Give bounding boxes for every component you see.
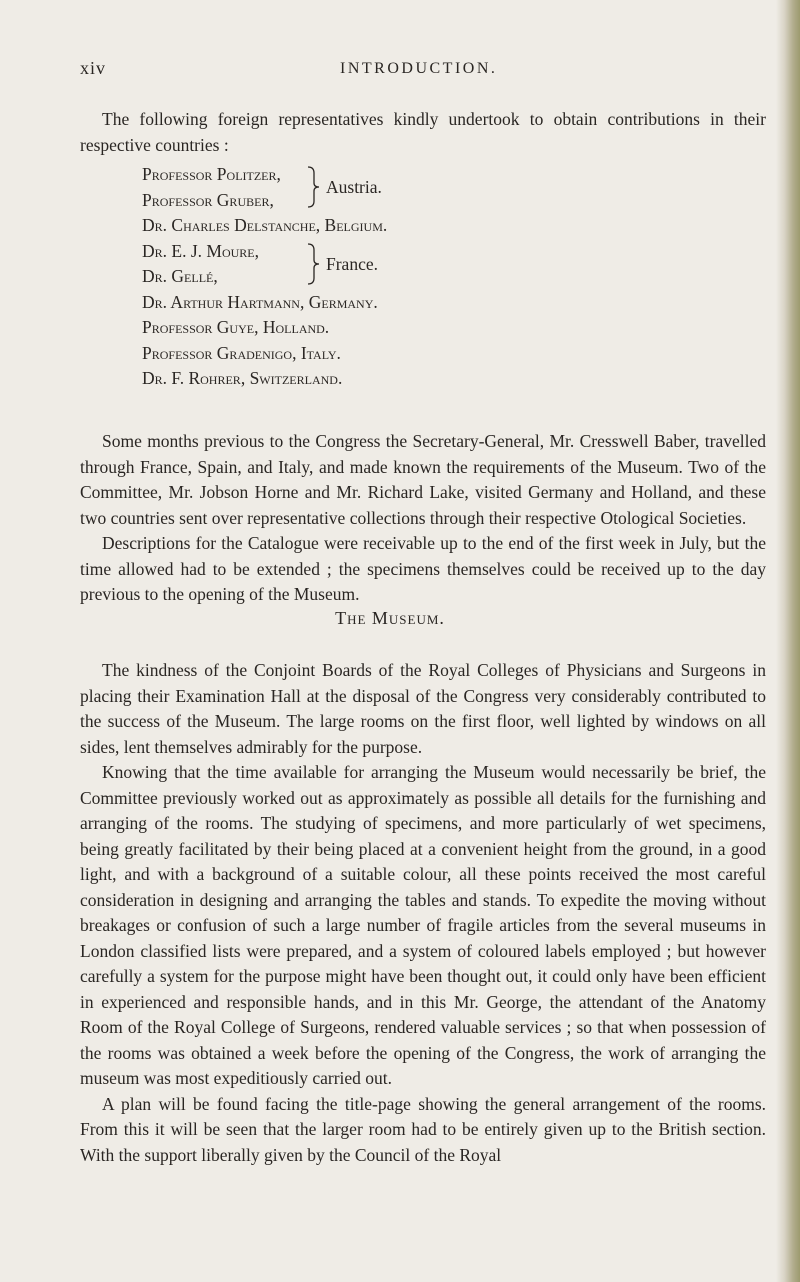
body-after-section [80, 658, 766, 1168]
body-before-section [80, 429, 766, 608]
representative-germany: Dr. Arthur Hartmann, Germany. [142, 291, 378, 312]
page-edge-shadow [776, 0, 800, 1282]
country-label: Austria. [326, 177, 382, 197]
paragraph: Knowing that the time available for arranging the Museum would necessarily be brief, the Committee previously worked out as approximately as possible all details for the furnishing and arranging of the rooms. The studying of specimens, and more particularly of wet specimens, being greatly facilitated by their being placed at a convenient height from the ground, in a good light, and with a background of a suitable colour, all these points received the most careful consideration in designing and arranging the tables and stands. To expedite the moving without breakages or confusion of such a large number of fragile articles from the several museums in London classified lists were prepared, and a system of coloured labels employed ; but however carefully a system for the purpose might have been thought out, it could only have been efficient in experienced and responsible hands, and in this Mr. George, the attendant of the Anatomy Room of the Royal College of Surgeons, rendered valuable services ; so that when possession of the rooms was obtained a week before the opening of the Congress, the work of arranging the museum was most expeditiously carried out. [80, 762, 766, 1088]
representative-belgium: Dr. Charles Delstanche, Belgium. [142, 215, 388, 235]
representative-name: Professor Politzer, [142, 164, 281, 184]
representative-name: Dr. E. J. Moure, [142, 240, 259, 261]
right-brace-icon [306, 242, 320, 286]
paragraph: Descriptions for the Catalogue were receivable up to the end of the first week in July, but the time allowed had to be extended ; the specimens themselves could be received up to the day previous to the opening of the Museum. [80, 533, 766, 604]
representatives-list [142, 162, 742, 392]
right-brace-icon [306, 165, 320, 209]
representative-switzerland: Dr. F. Rohrer, Switzerland. [142, 368, 343, 388]
representative-name: Dr. Gellé, [142, 266, 218, 286]
country-label: France. [326, 253, 378, 274]
paragraph: A plan will be found facing the title-page showing the general arrangement of the rooms. From this it will be seen that the larger room had to be entirely given up to the British section. With the support liberally given by the Council of the Royal [80, 1093, 766, 1165]
austria-group [142, 162, 742, 213]
representative-name: Professor Gruber, [142, 189, 274, 210]
intro-paragraph: The following foreign representatives kindly undertook to obtain contributions in their respective countries : [80, 109, 766, 155]
representative-italy: Professor Gradenigo, Italy. [142, 342, 341, 363]
paragraph: Some months previous to the Congress the Secretary-General, Mr. Cresswell Baber, travelled through France, Spain, and Italy, and made known the requirements of the Museum. Two of the Committee, Mr. Jobson Horne and Mr. Richard Lake, visited Germany and Holland, and these two countries sent over representative collections through their respective Otological Societies. [80, 431, 766, 528]
france-group [142, 239, 742, 290]
section-heading: The Museum. [335, 608, 445, 628]
page-number: xiv [80, 58, 107, 78]
representative-holland: Professor Guye, Holland. [142, 317, 330, 337]
paragraph: The kindness of the Conjoint Boards of the Royal Colleges of Physicians and Surgeons in placing their Examination Hall at the disposal of the Congress very considerably contributed to the success of the Museum. The large rooms on the first floor, well lighted by windows on all sides, lent themselves admirably for the purpose. [80, 660, 766, 757]
page-header [0, 58, 780, 88]
running-title: INTRODUCTION. [340, 60, 498, 77]
